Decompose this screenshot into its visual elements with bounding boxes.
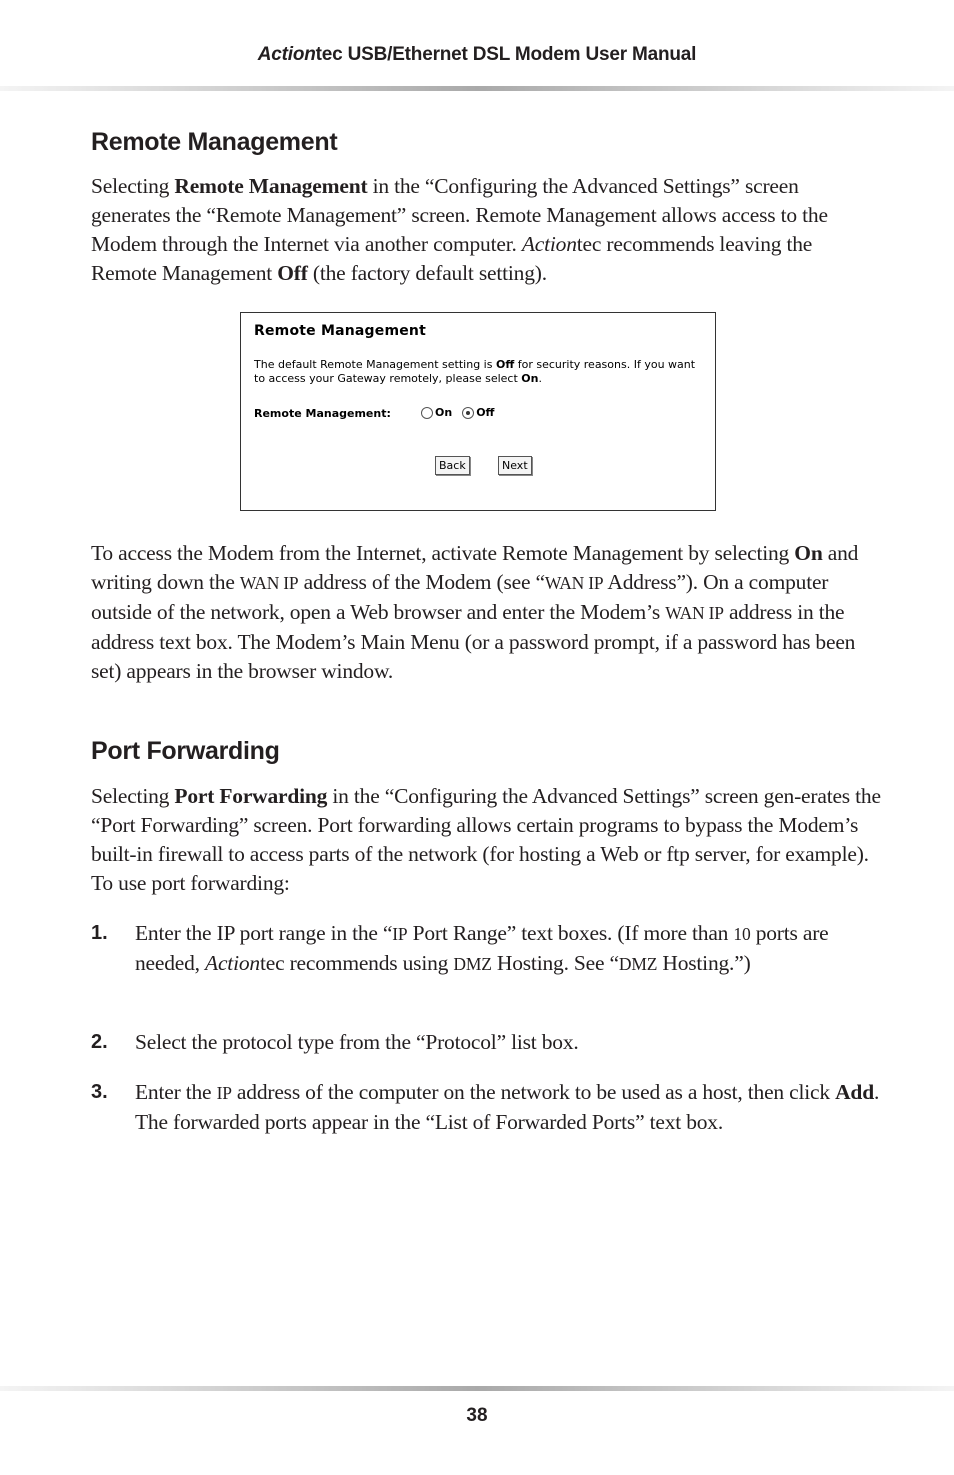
screenshot-description: The default Remote Management setting is Off for security reasons. If you want to access your Gateway remotely, please select On. — [254, 358, 696, 385]
section-heading-remote-management: Remote Management — [91, 128, 338, 156]
remote-management-label: Remote Management: — [254, 407, 391, 420]
port-forwarding-intro: Selecting Port Forwarding in the “Configuring the Advanced Settings” screen gen-erates the “Port Forwarding” screen. Port forwarding allows certain programs to bypass the Modem’s built-in firewall to access parts of the network (for hosting a Web or ftp server, for example). To use port forwarding: — [91, 784, 881, 895]
radio-on[interactable] — [421, 407, 433, 419]
radio-off-label: Off — [476, 406, 495, 419]
step-number: 1. — [91, 922, 108, 944]
remote-management-screenshot — [240, 312, 716, 511]
page-number: 38 — [466, 1405, 488, 1426]
header-title-text: tec USB/Ethernet DSL Modem User Manual — [315, 44, 697, 65]
step-number: 3. — [91, 1081, 108, 1103]
remote-management-radio-group — [421, 406, 504, 419]
footer-rule — [0, 1386, 954, 1391]
screenshot-title: Remote Management — [254, 323, 426, 339]
header-rule — [0, 86, 954, 91]
header-brand-italic: Action — [257, 44, 316, 65]
step-text: Enter the IP port range in the “IP Port Range” text boxes. (If more than 10 ports are needed, Actiontec recommends using DMZ Hosting. See “DMZ Hosting.”) — [135, 921, 829, 975]
section-heading-port-forwarding: Port Forwarding — [91, 737, 280, 765]
step-text: Select the protocol type from the “Protocol” list box. — [135, 1030, 579, 1054]
radio-on-label: On — [435, 406, 453, 419]
radio-off[interactable] — [462, 407, 474, 419]
next-button[interactable]: Next — [498, 456, 532, 475]
remote-management-intro: Selecting Remote Management in the “Configuring the Advanced Settings” screen generates the “Remote Management” screen. Remote Management allows access to the Modem through the Internet via another computer. Actiontec recommends leaving the Remote Management Off (the factory default setting). — [91, 174, 828, 285]
step-number: 2. — [91, 1031, 108, 1053]
back-button[interactable]: Back — [435, 456, 470, 475]
running-header — [0, 44, 954, 66]
remote-management-access-paragraph: To access the Modem from the Internet, activate Remote Management by selecting On and writing down the WAN IP address of the Modem (see “WAN IP Address”). On a computer outside of the network, open a Web browser and enter the Modem’s WAN IP address in the address text box. The Modem’s Main Menu (or a password prompt, if a password has been set) appears in the browser window. — [91, 541, 859, 683]
step-text: Enter the IP address of the computer on the network to be used as a host, then click Add. The forwarded ports appear in the “List of Forwarded Ports” text box. — [135, 1080, 880, 1134]
